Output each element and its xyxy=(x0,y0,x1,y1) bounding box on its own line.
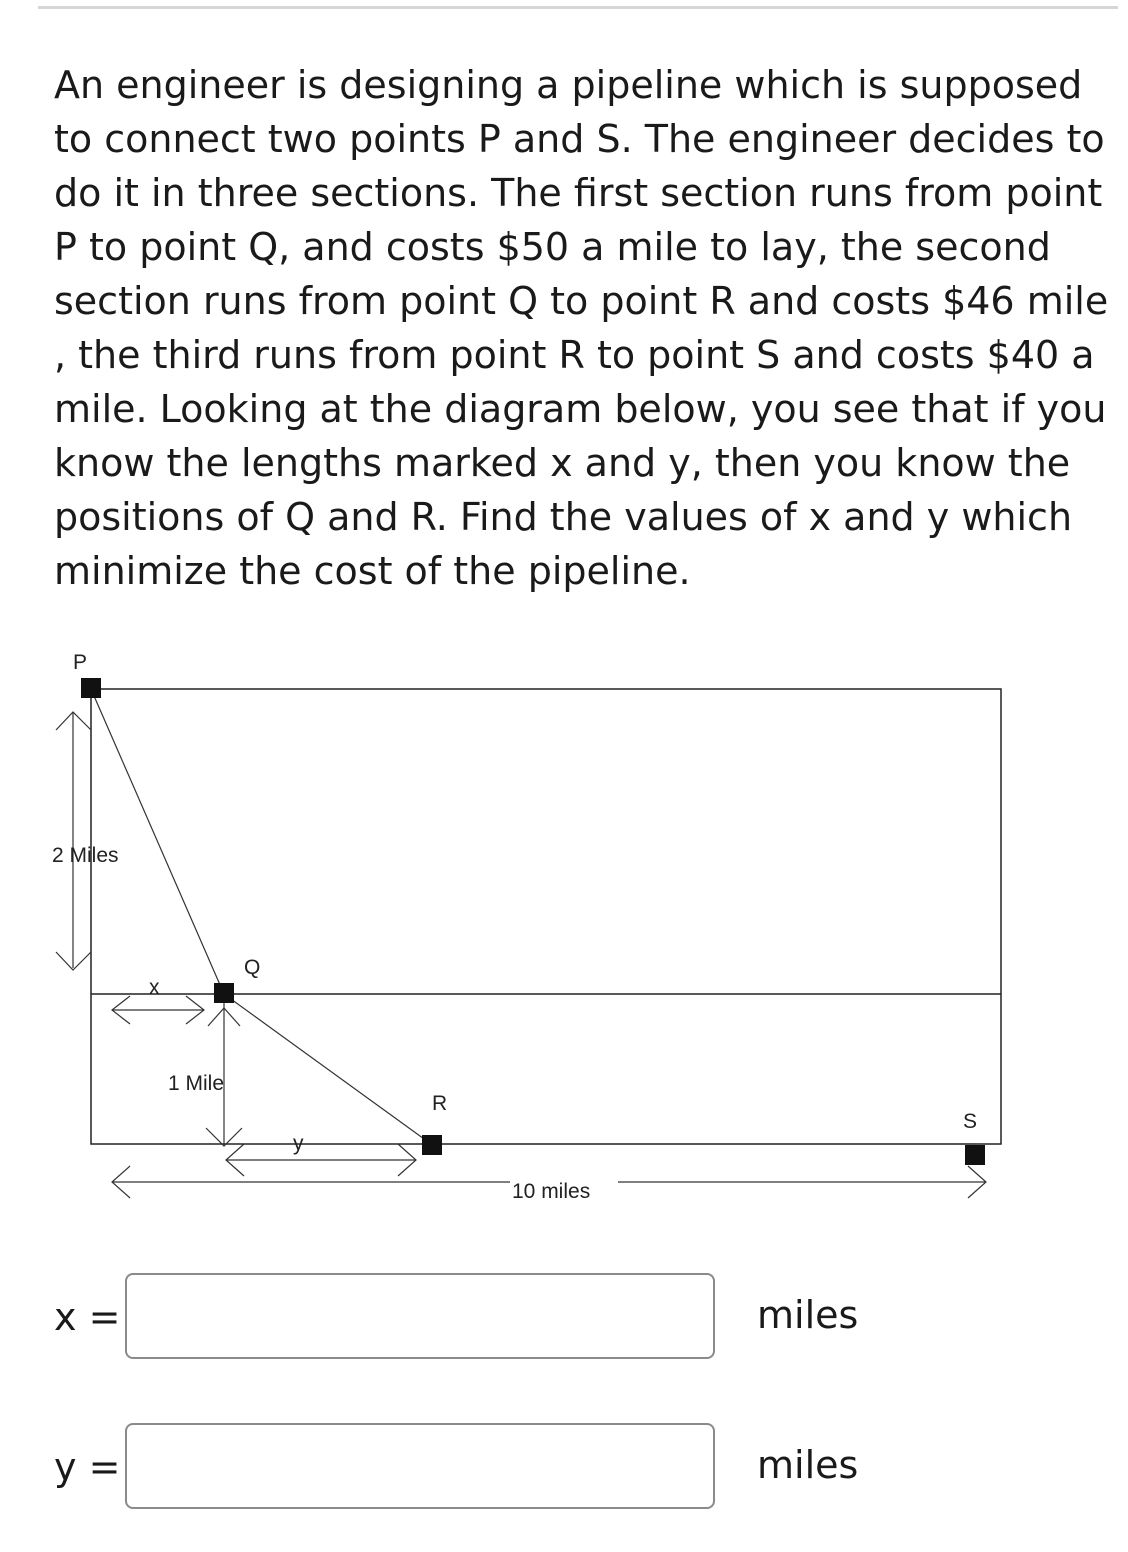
label-s: S xyxy=(963,1110,978,1133)
label-1-mile: 1 Mile xyxy=(168,1072,225,1095)
label-p: P xyxy=(73,651,88,674)
point-s-marker xyxy=(965,1145,985,1165)
label-10-miles: 10 miles xyxy=(512,1180,591,1203)
problem-statement: An engineer is designing a pipeline which is supposed to connect two points P and S. The engineer decides to do it in three sections. The first section runs from point P to point Q, and costs $50 a mile to lay, the second section runs from point Q to point R and costs $46 mile , the third runs from point R to point S and costs $40 a mile. Looking at the diagram below, you see that if you know the lengths marked x and y, then you know the positions of Q and R. Find the values of x and y which minimize the cost of the pipeline. xyxy=(54,63,1109,593)
label-2-miles: 2 Miles xyxy=(52,844,119,867)
answer-unit-y: miles xyxy=(757,1443,859,1487)
answer-unit-x: miles xyxy=(757,1293,859,1337)
point-p-marker xyxy=(81,678,101,698)
answer-label-x: x = xyxy=(54,1295,121,1339)
pipe-section-qr xyxy=(224,994,431,1144)
point-r-marker xyxy=(422,1135,442,1155)
label-x: x xyxy=(149,976,160,999)
label-y: y xyxy=(293,1132,304,1155)
region-outline xyxy=(91,689,1001,1144)
top-divider xyxy=(38,6,1118,9)
label-q: Q xyxy=(244,956,261,979)
answer-input-x[interactable] xyxy=(125,1273,715,1359)
answer-label-y: y = xyxy=(54,1445,121,1489)
pipe-section-pq xyxy=(91,689,224,994)
label-r: R xyxy=(432,1092,448,1115)
pipeline-diagram xyxy=(0,630,1128,1230)
point-q-marker xyxy=(214,983,234,1003)
answer-input-y[interactable] xyxy=(125,1423,715,1509)
answer-row-y xyxy=(0,1423,1128,1513)
answer-row-x xyxy=(0,1273,1128,1363)
